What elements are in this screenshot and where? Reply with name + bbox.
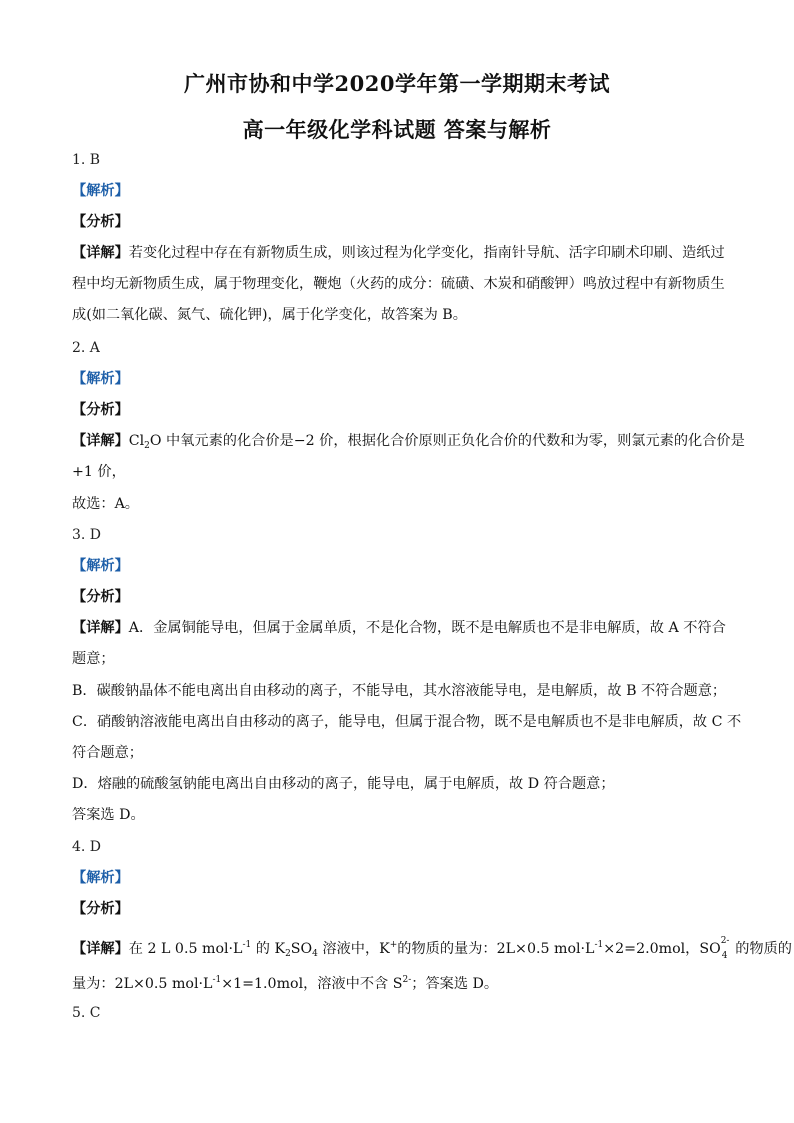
q3-fenxi-label: 【分析】 xyxy=(72,589,129,605)
q3-option-c-line-1: C．硝酸钠溶液能电离出自由移动的离子，能导电，但属于混合物，既不是电解质也不是非电解质，故 C 不 xyxy=(72,714,742,730)
q2-detail-line-3: 故选：A。 xyxy=(72,496,139,512)
q3-option-d: D．熔融的硫酸氢钠能电离出自由移动的离子，能导电，属于电解质，故 D 符合题意； xyxy=(72,776,615,792)
q1-detail-line-2: 程中均无新物质生成，属于物理变化，鞭炮（火药的成分：硫磺、木炭和硝酸钾）鸣放过程中有新物质生 xyxy=(72,276,725,292)
q2-number: 2. A xyxy=(72,340,100,356)
q2-detail-label: 【详解】 xyxy=(72,433,129,449)
q4-detail-label: 【详解】 xyxy=(72,941,129,957)
q3-detail-line-1: 【详解】A．金属铜能导电，但属于金属单质，不是化合物，既不是电解质也不是非电解质，故 A 不符合 xyxy=(72,620,726,636)
q3-answer: 答案选 D。 xyxy=(72,807,145,823)
q4-fenxi-label: 【分析】 xyxy=(72,901,129,917)
q3-detail-line-2: 题意； xyxy=(72,651,115,667)
q2-fenxi-label: 【分析】 xyxy=(72,402,129,418)
q2-jiexi-label: 【解析】 xyxy=(72,371,129,387)
sulfate-charge: 2- 4 xyxy=(720,936,730,961)
q1-detail-line-1: 【详解】若变化过程中存在有新物质生成，则该过程为化学变化，指南针导航、活字印刷术印刷、造纸过 xyxy=(72,245,725,261)
q5-number: 5. C xyxy=(72,1005,101,1021)
q3-option-b: B．碳酸钠晶体不能电离出自由移动的离子，不能导电，其水溶液能导电，是电解质，故 B 不符合题意； xyxy=(72,683,727,699)
q1-detail-line-3: 成(如二氧化碳、氮气、硫化钾)，属于化学变化，故答案为 B。 xyxy=(72,307,467,323)
q3-jiexi-label: 【解析】 xyxy=(72,558,129,574)
q1-detail-label: 【详解】 xyxy=(72,245,129,261)
q2-detail-line-1: 【详解】$Cl_2O$ 中氧元素的化合价是−2 价，根据化合价原则正负化合价的代数和为零，则氯元素的化合价是 xyxy=(72,433,745,451)
document-title: 广州市协和中学2020学年第一学期期末考试 xyxy=(184,71,610,96)
q1-jiexi-label: 【解析】 xyxy=(72,183,129,199)
q2-detail-line-2: +1 价， xyxy=(72,464,126,480)
sulfate-ion: ×2=2.0mol，SO xyxy=(603,941,721,957)
q4-jiexi-label: 【解析】 xyxy=(72,870,129,886)
q1-fenxi-label: 【分析】 xyxy=(72,214,129,230)
q1-number: 1. B xyxy=(72,152,101,168)
q4-number: 4. D xyxy=(72,839,102,855)
document-subtitle: 高一年级化学科试题 答案与解析 xyxy=(242,117,552,142)
q4-detail-line-1: 【详解】在 2 L 0.5 $mol\cdot L^{-1}$ 的 $K_2SO_4$ 溶液中，K+的物质的量为：2L×0.5 $mol\cdot L^{-1}\times 2=2.0mol$，SO 2- 4 的物质的 xyxy=(72,936,792,961)
q3-number: 3. D xyxy=(72,527,102,543)
q3-detail-label: 【详解】 xyxy=(72,620,129,636)
q4-detail-line-2: 量为：2L×0.5 $mol\cdot L^{-1}\times 1=1.0mol$，溶液中不含 $S^{2-}$；答案选 D。 xyxy=(72,975,499,992)
q3-option-c-line-2: 符合题意； xyxy=(72,745,143,761)
